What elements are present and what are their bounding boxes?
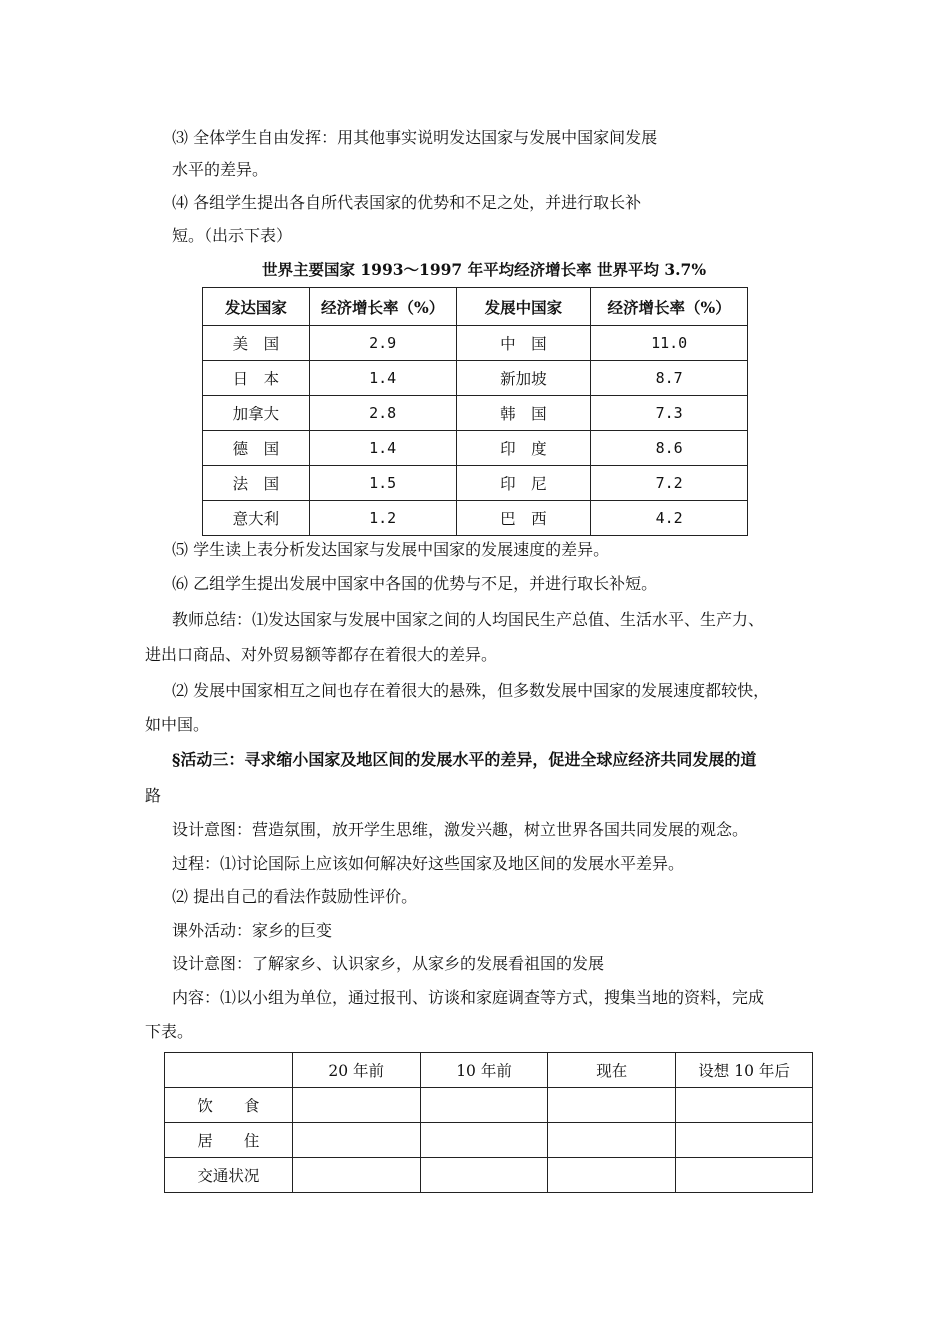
paragraph-line: 进出口商品、对外贸易额等都存在着很大的差异。 <box>145 645 498 664</box>
table-row <box>203 326 748 361</box>
country-cell: 印 尼 <box>456 466 591 501</box>
hometown-change-table <box>164 1052 813 1193</box>
header-10-years-ago: 10 年前 <box>420 1053 548 1088</box>
paragraph-line: 课外活动：家乡的巨变 <box>172 921 333 940</box>
header-10-years-later: 设想 10 年后 <box>676 1053 813 1088</box>
rate-cell: 7.3 <box>591 396 748 431</box>
row-label-housing: 居 住 <box>165 1123 293 1158</box>
country-cell: 韩 国 <box>456 396 591 431</box>
input-cell[interactable] <box>548 1158 676 1193</box>
rate-cell: 1.2 <box>309 501 456 536</box>
input-cell[interactable] <box>420 1088 548 1123</box>
country-cell: 新加坡 <box>456 361 591 396</box>
table-caption: 世界主要国家 1993～1997 年平均经济增长率 世界平均 3.7% <box>262 260 707 279</box>
paragraph-line: 如中国。 <box>145 715 210 734</box>
header-developed-country: 发达国家 <box>203 288 310 326</box>
country-cell: 加拿大 <box>203 396 310 431</box>
paragraph-line: 内容：⑴以小组为单位，通过报刊、访谈和家庭调查等方式，搜集当地的资料，完成 <box>172 988 765 1007</box>
country-cell: 印 度 <box>456 431 591 466</box>
rate-cell: 8.7 <box>591 361 748 396</box>
input-cell[interactable] <box>420 1123 548 1158</box>
input-cell[interactable] <box>676 1123 813 1158</box>
table-row <box>203 466 748 501</box>
paragraph-line: 路 <box>145 786 162 805</box>
country-cell: 日 本 <box>203 361 310 396</box>
rate-cell: 11.0 <box>591 326 748 361</box>
paragraph-line: 设计意图：了解家乡、认识家乡，从家乡的发展看祖国的发展 <box>172 954 605 973</box>
table-row <box>165 1088 813 1123</box>
paragraph-line: ⑵ 提出自己的看法作鼓励性评价。 <box>172 887 418 906</box>
header-empty-cell <box>165 1053 293 1088</box>
paragraph-line: ⑵ 发展中国家相互之间也存在着很大的悬殊，但多数发展中国家的发展速度都较快， <box>172 681 770 700</box>
header-growth-rate: 经济增长率（%） <box>309 288 456 326</box>
table-row <box>165 1158 813 1193</box>
paragraph-line: 短。（出示下表） <box>172 226 293 245</box>
table-header-row <box>165 1053 813 1088</box>
rate-cell: 7.2 <box>591 466 748 501</box>
input-cell[interactable] <box>420 1158 548 1193</box>
paragraph-line: 设计意图：营造氛围，放开学生思维，激发兴趣，树立世界各国共同发展的观念。 <box>172 820 749 839</box>
section-heading: §活动三：寻求缩小国家及地区间的发展水平的差异，促进全球应经济共同发展的道 <box>172 750 757 769</box>
input-cell[interactable] <box>676 1158 813 1193</box>
rate-cell: 1.5 <box>309 466 456 501</box>
input-cell[interactable] <box>292 1123 420 1158</box>
input-cell[interactable] <box>292 1088 420 1123</box>
rate-cell: 1.4 <box>309 431 456 466</box>
header-growth-rate: 经济增长率（%） <box>591 288 748 326</box>
rate-cell: 1.4 <box>309 361 456 396</box>
paragraph-line: 教师总结：⑴发达国家与发展中国家之间的人均国民生产总值、生活水平、生产力、 <box>172 610 765 629</box>
header-developing-country: 发展中国家 <box>456 288 591 326</box>
paragraph-line: ⑹ 乙组学生提出发展中国家中各国的优势与不足，并进行取长补短。 <box>172 574 658 593</box>
input-cell[interactable] <box>548 1088 676 1123</box>
country-cell: 法 国 <box>203 466 310 501</box>
growth-rate-table <box>202 287 748 536</box>
table-row <box>203 361 748 396</box>
rate-cell: 4.2 <box>591 501 748 536</box>
row-label-transport: 交通状况 <box>165 1158 293 1193</box>
table-row <box>165 1123 813 1158</box>
paragraph-line: 过程：⑴讨论国际上应该如何解决好这些国家及地区间的发展水平差异。 <box>172 854 685 873</box>
table-header-row <box>203 288 748 326</box>
header-now: 现在 <box>548 1053 676 1088</box>
table-row <box>203 431 748 466</box>
country-cell: 巴 西 <box>456 501 591 536</box>
country-cell: 中 国 <box>456 326 591 361</box>
country-cell: 德 国 <box>203 431 310 466</box>
input-cell[interactable] <box>676 1088 813 1123</box>
input-cell[interactable] <box>548 1123 676 1158</box>
header-20-years-ago: 20 年前 <box>292 1053 420 1088</box>
paragraph-line: 水平的差异。 <box>172 160 269 179</box>
rate-cell: 2.8 <box>309 396 456 431</box>
paragraph-line: ⑸ 学生读上表分析发达国家与发展中国家的发展速度的差异。 <box>172 540 610 559</box>
country-cell: 意大利 <box>203 501 310 536</box>
table-row <box>203 396 748 431</box>
table-row <box>203 501 748 536</box>
paragraph-line: 下表。 <box>145 1022 194 1041</box>
rate-cell: 8.6 <box>591 431 748 466</box>
country-cell: 美 国 <box>203 326 310 361</box>
input-cell[interactable] <box>292 1158 420 1193</box>
paragraph-line: ⑷ 各组学生提出各自所代表国家的优势和不足之处，并进行取长补 <box>172 193 642 212</box>
paragraph-line: ⑶ 全体学生自由发挥：用其他事实说明发达国家与发展中国家间发展 <box>172 128 658 147</box>
rate-cell: 2.9 <box>309 326 456 361</box>
row-label-diet: 饮 食 <box>165 1088 293 1123</box>
